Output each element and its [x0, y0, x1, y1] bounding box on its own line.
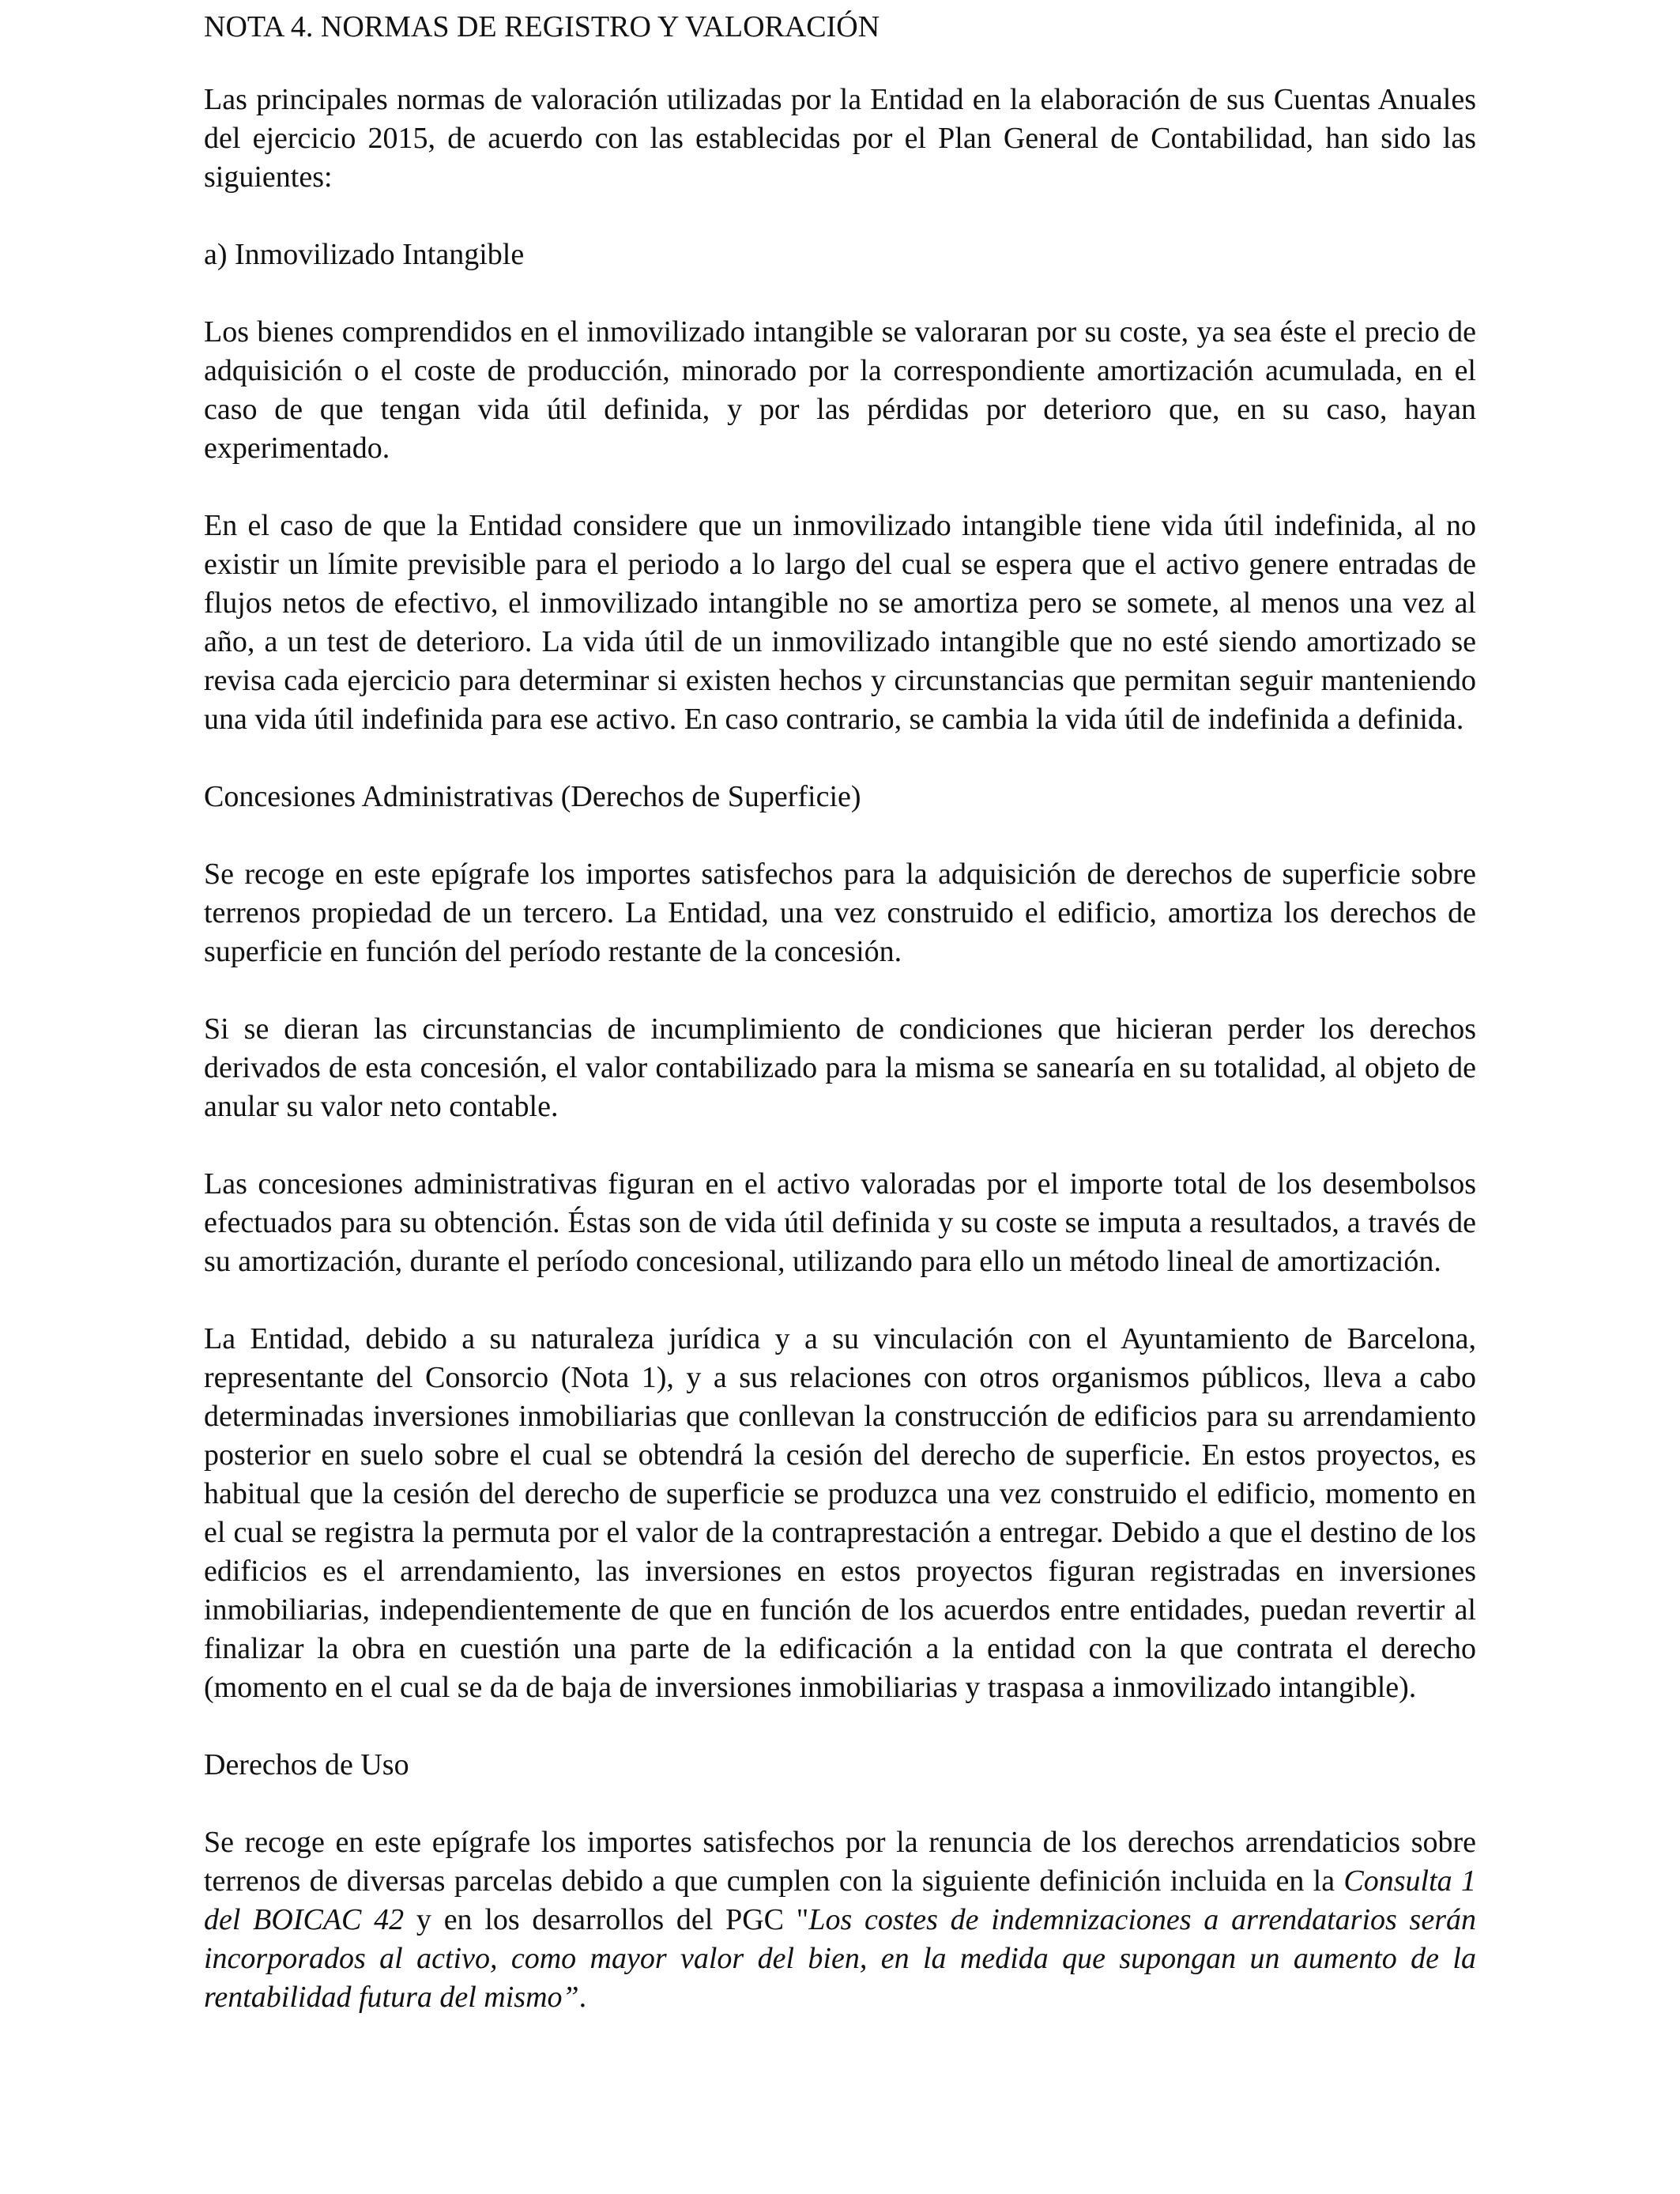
derechos-uso-text-end: . — [578, 1981, 587, 2014]
derechos-uso-text-start: Se recoge en este epígrafe los importes satisfechos por la renuncia de los derechos arrendaticios sobre terrenos de diversas parcelas debido a que cumplen con la siguiente definición incluida en la — [204, 1826, 1476, 1898]
boicac-reference: Consulta 1 del BOICAC 42 — [204, 1864, 1476, 1936]
concesiones-paragraph-3: Las concesiones administrativas figuran en el activo valoradas por el importe total de los desembolsos efectuados para su obtención. Éstas son de vida útil definida y su coste se imputa a resultados, a través de su amortización, durante el período concesional, utilizando para ello un método lineal de amortización. — [204, 1167, 1476, 1278]
concesiones-paragraph-2: Si se dieran las circunstancias de incumplimiento de condiciones que hicieran perder los derechos derivados de esta concesión, el valor contabilizado para la misma se sanearía en su totalidad, al objeto de anular su valor neto contable. — [204, 1012, 1476, 1123]
section-a-heading: a) Inmovilizado Intangible — [204, 238, 525, 271]
section-a-paragraph-1: Los bienes comprendidos en el inmovilizado intangible se valoraran por su coste, ya sea éste el precio de adquisición o el coste de producción, minorado por la correspondiente amortización acumulada, en el caso de que tengan vida útil definida, y por las pérdidas por deterioro que, en su caso, hayan experimentado. — [204, 315, 1476, 465]
section-a-paragraph-2: En el caso de que la Entidad considere que un inmovilizado intangible tiene vida útil indefinida, al no existir un límite previsible para el periodo a lo largo del cual se espera que el activo genere entradas de flujos netos de efectivo, el inmovilizado intangible no se amortiza pero se somete, al menos una vez al año, a un test de deterioro. La vida útil de un inmovilizado intangible que no esté siendo amortizado se revisa cada ejercicio para determinar si existen hechos y circunstancias que permitan seguir manteniendo una vida útil indefinida para ese activo. En caso contrario, se cambia la vida útil de indefinida a definida. — [204, 509, 1476, 736]
derechos-uso-paragraph — [204, 1823, 1476, 2017]
intro-paragraph: Las principales normas de valoración utilizadas por la Entidad en la elaboración de sus Cuentas Anuales del ejercicio 2015, de acuerdo con las establecidas por el Plan General de Contabilidad, han sido las siguientes: — [204, 83, 1476, 194]
concesiones-paragraph-4: La Entidad, debido a su naturaleza jurídica y a su vinculación con el Ayuntamiento de Barcelona, representante del Consorcio (Nota 1), y a sus relaciones con otros organismos públicos, lleva a cabo determinadas inversiones inmobiliarias que conllevan la construcción de edificios para su arrendamiento posterior en suelo sobre el cual se obtendrá la cesión del derecho de superficie. En estos proyectos, es habitual que la cesión del derecho de superficie se produzca una vez construido el edificio, momento en el cual se registra la permuta por el valor de la contraprestación a entregar. Debido a que el destino de los edificios es el arrendamiento, las inversiones en estos proyectos figuran registradas en inversiones inmobiliarias, independientemente de que en función de los acuerdos entre entidades, puedan revertir al finalizar la obra en cuestión una parte de la edificación a la entidad con la que contrata el derecho (momento en el cual se da de baja de inversiones inmobiliarias y traspasa a inmovilizado intangible). — [204, 1322, 1476, 1704]
note-title: NOTA 4. NORMAS DE REGISTRO Y VALORACIÓN — [204, 10, 880, 43]
document-page — [204, 6, 1476, 2017]
derechos-uso-text-mid: y en los desarrollos del PGC " — [404, 1903, 809, 1936]
concesiones-heading: Concesiones Administrativas (Derechos de Superficie) — [204, 780, 861, 813]
derechos-uso-heading: Derechos de Uso — [204, 1748, 409, 1781]
concesiones-paragraph-1: Se recoge en este epígrafe los importes satisfechos para la adquisición de derechos de superficie sobre terrenos propiedad de un tercero. La Entidad, una vez construido el edificio, amortiza los derechos de superficie en función del período restante de la concesión. — [204, 858, 1476, 968]
pgc-quote: Los costes de indemnizaciones a arrendatarios serán incorporados al activo, como mayor valor del bien, en la medida que supongan un aumento de la rentabilidad futura del mismo” — [204, 1903, 1476, 2014]
